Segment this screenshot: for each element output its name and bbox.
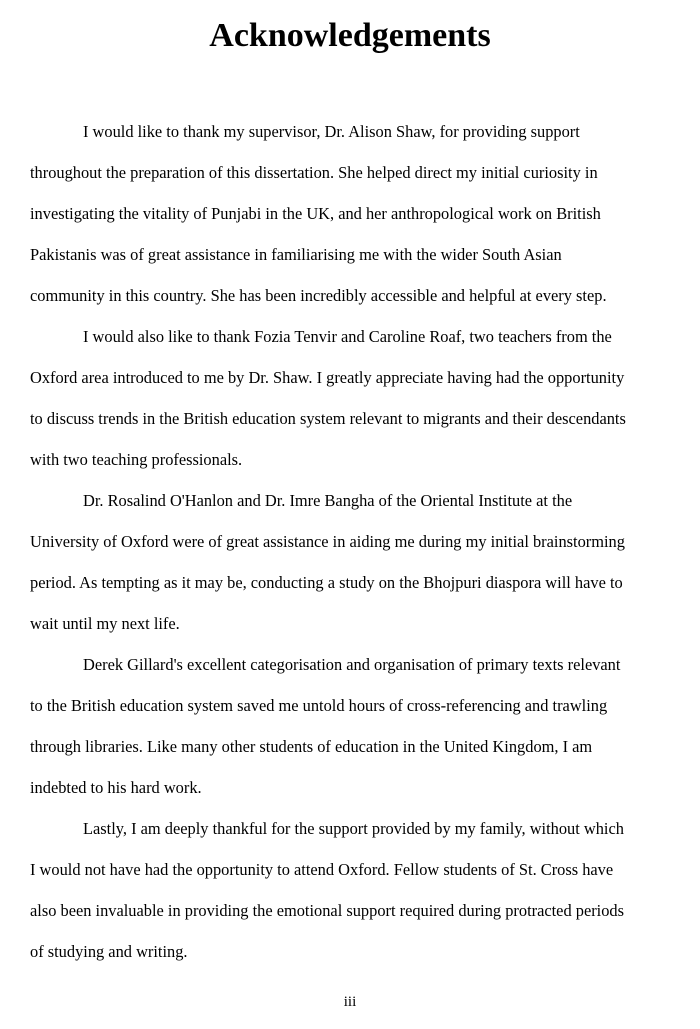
paragraph-oriental-institute bbox=[30, 480, 690, 644]
text-line: to discuss trends in the British education system relevant to migrants and their descendants bbox=[30, 409, 626, 428]
text-line: of studying and writing. bbox=[30, 942, 188, 961]
text-line: Oxford area introduced to me by Dr. Shaw. I greatly appreciate having had the opportunity bbox=[30, 368, 625, 387]
page-number: iii bbox=[343, 994, 357, 1010]
text-line: with two teaching professionals. bbox=[30, 450, 243, 469]
text-line: indebted to his hard work. bbox=[30, 778, 202, 797]
text-line: to the British education system saved me untold hours of cross-referencing and trawling bbox=[30, 696, 608, 715]
text-line: I would not have had the opportunity to attend Oxford. Fellow students of St. Cross have bbox=[30, 860, 614, 879]
text-line: I would like to thank my supervisor, Dr. Alison Shaw, for providing support bbox=[83, 122, 580, 141]
text-line: throughout the preparation of this dissertation. She helped direct my initial curiosity in bbox=[30, 163, 598, 182]
text-line: period. As tempting as it may be, conducting a study on the Bhojpuri diaspora will have to bbox=[30, 573, 623, 592]
text-line: Pakistanis was of great assistance in familiarising me with the wider South Asian bbox=[30, 245, 562, 264]
text-line: wait until my next life. bbox=[30, 614, 180, 633]
acknowledgements-body bbox=[30, 111, 690, 972]
page-title: Acknowledgements bbox=[209, 17, 491, 54]
text-line: Lastly, I am deeply thankful for the support provided by my family, without which bbox=[83, 819, 624, 838]
text-line: also been invaluable in providing the emotional support required during protracted periods bbox=[30, 901, 625, 920]
text-line: through libraries. Like many other students of education in the United Kingdom, I am bbox=[30, 737, 593, 756]
text-line: community in this country. She has been incredibly accessible and helpful at every step. bbox=[30, 286, 607, 305]
paragraph-teachers bbox=[30, 316, 690, 480]
paragraph-family bbox=[30, 808, 690, 972]
paragraph-derek-gillard bbox=[30, 644, 690, 808]
text-line: Derek Gillard's excellent categorisation and organisation of primary texts relevant bbox=[83, 655, 621, 674]
text-line: investigating the vitality of Punjabi in the UK, and her anthropological work on British bbox=[30, 204, 601, 223]
text-line: I would also like to thank Fozia Tenvir and Caroline Roaf, two teachers from the bbox=[83, 327, 612, 346]
text-line: Dr. Rosalind O'Hanlon and Dr. Imre Bangha of the Oriental Institute at the bbox=[83, 491, 573, 510]
text-line: University of Oxford were of great assistance in aiding me during my initial brainstorming bbox=[30, 532, 625, 551]
paragraph-supervisor bbox=[30, 111, 690, 316]
